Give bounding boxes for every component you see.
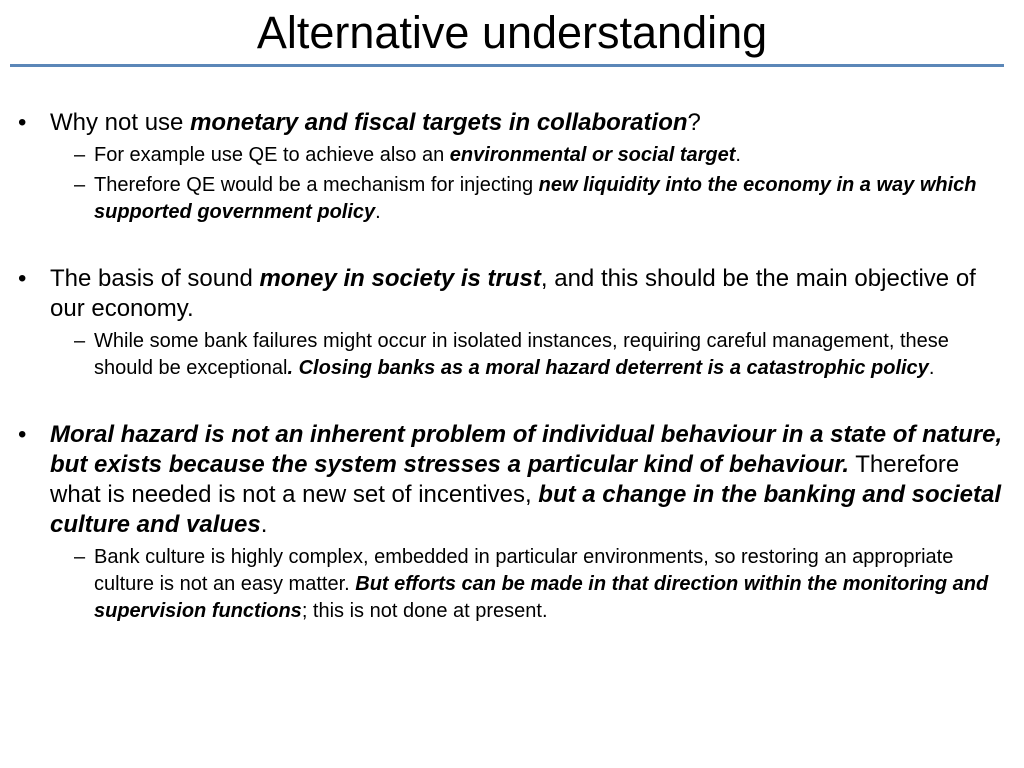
bullet-list bbox=[18, 108, 1012, 625]
dash-icon: – bbox=[74, 546, 86, 568]
bullet-icon: • bbox=[18, 109, 27, 136]
bullet-point bbox=[18, 420, 1012, 625]
emphasis-text: monetary and fiscal targets in collaboration bbox=[190, 109, 688, 136]
bullet-point bbox=[18, 108, 1012, 226]
dash-icon: – bbox=[74, 330, 86, 352]
sub-bullet-text bbox=[94, 144, 741, 166]
body-text: The basis of sound bbox=[50, 265, 260, 292]
body-text: , and this should be the main objective of our economy. bbox=[50, 265, 976, 322]
sub-bullet-text bbox=[94, 174, 977, 223]
title-divider bbox=[10, 64, 1004, 67]
emphasis-text: But efforts can be made in that direction within the monitoring and supervision functions bbox=[94, 573, 989, 622]
body-text: Why not use bbox=[50, 109, 191, 136]
emphasis-text: new liquidity into the economy in a way which supported government policy bbox=[94, 174, 977, 223]
dash-icon: – bbox=[74, 144, 86, 166]
body-text: Therefore what is needed is not a new set of incentives, bbox=[50, 451, 960, 508]
body-text: Therefore QE would be a mechanism for injecting bbox=[94, 174, 539, 196]
bullet-text bbox=[50, 421, 1002, 538]
emphasis-text: but a change in the banking and societal culture and values bbox=[50, 481, 1002, 538]
bullet-icon: • bbox=[18, 265, 27, 292]
bullet-icon: • bbox=[18, 421, 27, 448]
body-text: While some bank failures might occur in isolated instances, requiring careful management, these should be exceptional bbox=[94, 330, 949, 379]
slide-body bbox=[18, 108, 1012, 663]
sub-bullet-point bbox=[50, 172, 1012, 226]
emphasis-text: environmental or social target bbox=[449, 144, 736, 166]
body-text: . bbox=[375, 201, 381, 223]
body-text: For example use QE to achieve also an bbox=[94, 144, 450, 166]
body-text: ? bbox=[687, 109, 701, 136]
body-text: . bbox=[735, 144, 741, 166]
body-text: . bbox=[260, 511, 268, 538]
sub-bullet-text bbox=[94, 546, 988, 622]
sub-bullet-text bbox=[94, 330, 949, 379]
bullet-point bbox=[18, 264, 1012, 382]
emphasis-text: money in society is trust bbox=[259, 265, 541, 292]
bullet-text bbox=[50, 265, 976, 322]
slide-title: Alternative understanding bbox=[256, 7, 768, 58]
sub-bullet-point bbox=[50, 328, 1012, 382]
sub-bullet-list bbox=[50, 328, 1012, 382]
emphasis-text: . Closing banks as a moral hazard deterrent is a catastrophic policy bbox=[287, 357, 929, 379]
sub-bullet-list bbox=[50, 142, 1012, 226]
sub-bullet-list bbox=[50, 544, 1012, 625]
dash-icon: – bbox=[74, 174, 86, 196]
body-text: ; this is not done at present. bbox=[301, 600, 548, 622]
emphasis-text: Moral hazard is not an inherent problem of individual behaviour in a state of nature, but exists because the system stresses a particular kind of behaviour. bbox=[50, 421, 1003, 478]
bullet-text bbox=[50, 109, 701, 136]
body-text: . bbox=[928, 357, 935, 379]
body-text: Bank culture is highly complex, embedded in particular environments, so restoring an appropriate culture is not an easy matter. bbox=[94, 546, 954, 595]
sub-bullet-point bbox=[50, 544, 1012, 625]
sub-bullet-point bbox=[50, 142, 1012, 169]
